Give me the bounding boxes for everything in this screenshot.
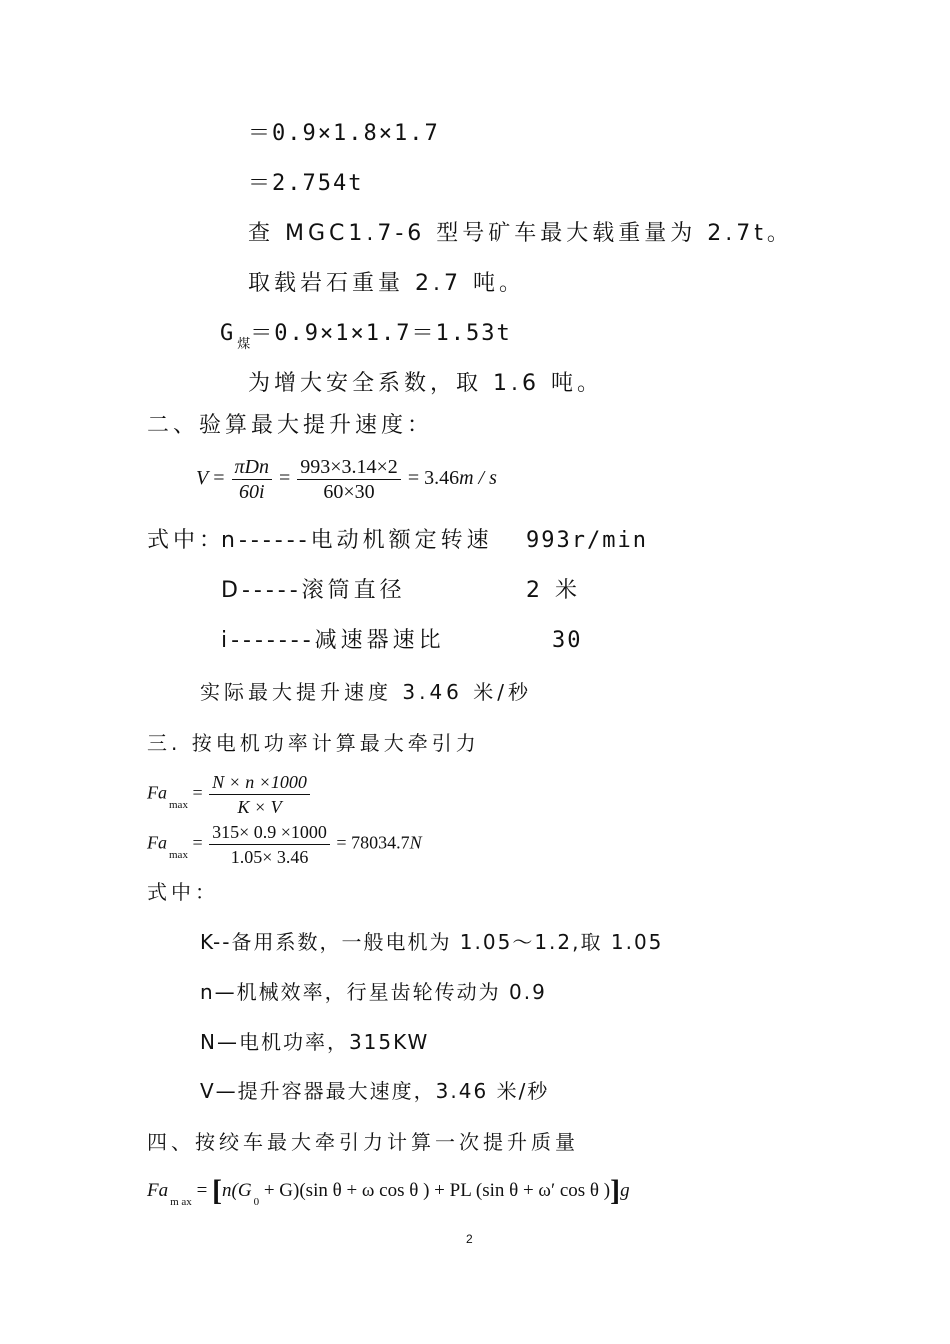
speed-unit: m / s	[459, 467, 497, 490]
param-i-desc: i-------减速器速比	[221, 628, 445, 653]
traction-num-fraction	[209, 820, 330, 869]
coal-symbol: G	[220, 321, 236, 346]
traction-formula-numeric	[147, 820, 422, 869]
calc-line-2: ＝2.754t	[248, 171, 364, 196]
calc-line-1: ＝0.9×1.8×1.7	[248, 121, 440, 146]
param-power-desc: N—电机功率，315KW	[200, 1030, 430, 1054]
traction-lhs: Fa	[147, 782, 167, 803]
traction-lhs-sub: max	[169, 798, 188, 811]
speed-result: = 3.46	[407, 467, 460, 490]
section-2-title: 二、验算最大提升速度：	[147, 413, 434, 438]
coal-formula: ＝0.9×1×1.7＝1.53t	[250, 321, 512, 346]
page-number: 2	[466, 1232, 473, 1246]
param-d-value: 2 米	[526, 578, 581, 603]
traction-fraction	[209, 770, 310, 819]
traction-fraction-num: N × n ×1000	[209, 770, 310, 795]
param-velocity-desc: V—提升容器最大速度，3.46 米/秒	[200, 1079, 550, 1103]
traction-num-fraction-den: 1.05× 3.46	[230, 847, 309, 867]
where-label-1: 式中：	[147, 528, 226, 553]
speed-fraction-1	[232, 455, 272, 504]
param-i-value: 30	[552, 628, 583, 653]
speed-formula	[196, 455, 497, 504]
where-label-2: 式中：	[147, 880, 219, 904]
actual-speed-text: 实际最大提升速度 3.46 米/秒	[200, 680, 532, 704]
mass-lhs-sub: m ax	[170, 1196, 192, 1208]
safety-factor-text: 为增大安全系数，取 1.6 吨。	[248, 371, 603, 396]
traction-fraction-den: K × V	[237, 797, 282, 817]
coal-weight-line	[220, 320, 512, 359]
speed-formula-eq-2: =	[278, 467, 291, 490]
speed-fraction-2-num: 993×3.14×2	[297, 455, 401, 480]
param-k-desc: K--备用系数，一般电机为 1.05～1.2,取 1.05	[200, 930, 664, 954]
param-n-value: 993r/min	[526, 528, 648, 553]
section-4-title: 四、按绞车最大牵引力计算一次提升质量	[147, 1130, 579, 1154]
section-3-title: 三. 按电机功率计算最大牵引力	[147, 731, 480, 755]
speed-fraction-2-den: 60×30	[323, 481, 375, 503]
traction-num-lhs: Fa	[147, 832, 167, 853]
rock-weight-text: 取载岩石重量 2.7 吨。	[248, 271, 525, 296]
mass-open-bracket: [	[212, 1174, 223, 1207]
mass-body-b: + G)(sin θ + ω cos θ ) + PL (sin θ + ω′ cos θ )	[259, 1180, 611, 1201]
mass-g0-sub: 0	[253, 1196, 260, 1208]
coal-subscript: 煤	[237, 337, 251, 352]
traction-result: = 78034.7	[336, 832, 410, 853]
speed-formula-eq: =	[213, 467, 225, 490]
speed-fraction-2	[297, 455, 401, 504]
mass-close-bracket: ]	[610, 1174, 621, 1207]
mass-formula	[147, 1176, 630, 1208]
speed-fraction-1-num: πDn	[232, 455, 272, 480]
traction-num-lhs-sub: max	[169, 848, 188, 861]
traction-unit: N	[409, 832, 422, 853]
mass-g-tail: g	[620, 1180, 630, 1201]
mass-eq: =	[196, 1180, 208, 1201]
traction-eq: =	[192, 782, 203, 803]
traction-num-fraction-num: 315× 0.9 ×1000	[209, 820, 330, 845]
param-d-desc: D-----滚筒直径	[221, 578, 406, 603]
traction-formula-symbolic	[147, 770, 312, 819]
check-capacity-text: 查 MGC1.7-6 型号矿车最大载重量为 2.7t。	[248, 221, 793, 246]
param-efficiency-desc: n—机械效率，行星齿轮传动为 0.9	[200, 980, 547, 1004]
param-n-desc: n------电动机额定转速	[221, 528, 493, 553]
mass-lhs: Fa	[147, 1180, 169, 1201]
traction-num-eq: =	[192, 832, 203, 853]
speed-formula-lhs: V	[196, 467, 209, 490]
mass-body-a: n(G	[222, 1180, 252, 1201]
speed-fraction-1-den: 60i	[238, 481, 265, 503]
